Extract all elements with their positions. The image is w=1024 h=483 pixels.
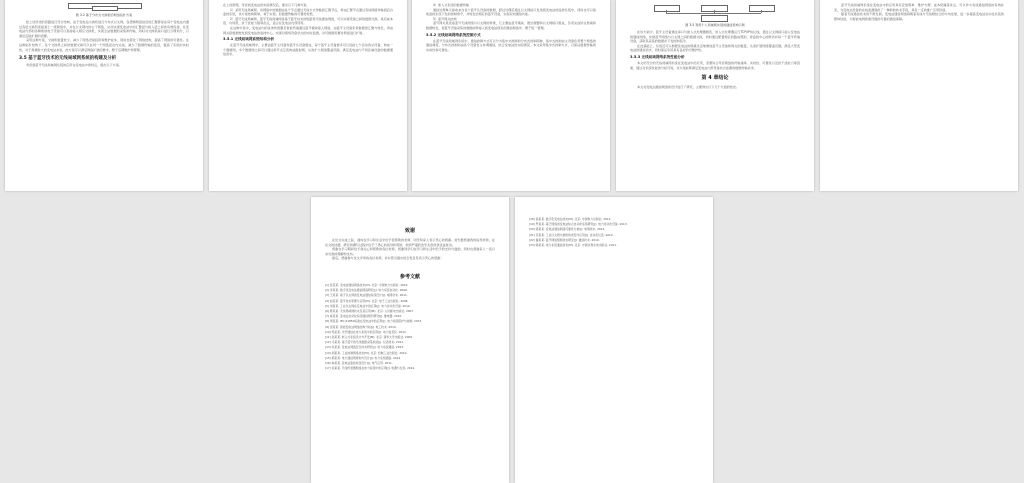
reference-item: [23] 韩某某. 电力系统通信技术[M]. 北京: 中国水利水电出版社, 2011.	[529, 243, 617, 248]
reference-item: [21] 宋某某. 工业以太网交换机的选型与应用[J]. 自动化仪表, 2012.	[529, 232, 614, 237]
reference-item: [2] 李某某. 数字化变电站通信网络研究[J]. 电力系统自动化, 2009.	[325, 288, 408, 293]
reference-item: [3] 王某某. 基于以太网的变电站通信系统设计[J]. 电网技术, 2011.	[325, 293, 408, 298]
reference-item: [9] 吴某某. 智能变电站网络结构分析[J]. 电工技术, 2014.	[325, 324, 397, 329]
reference-item: [8] 周某某. IEC 61850标准在变电站中的应用[J]. 电力系统保护与控制, 2013.	[325, 319, 423, 324]
reference-item: [1] 张某某. 变电站通信网络技术[M]. 北京: 中国电力出版社, 2010.	[325, 282, 409, 287]
figure-caption: 图 3.2 基于分布式交换机的网络拓扑方案	[75, 13, 133, 17]
document-page-1	[5, 0, 203, 191]
reference-item: [16] 林某某. 变电站监控系统设计[J]. 电气应用, 2011.	[325, 361, 393, 366]
reference-item: [18] 高某某. 数字化变电站技术[M]. 北京: 中国电力出版社, 2012.	[529, 217, 612, 221]
topology-figure	[45, 3, 164, 11]
body-paragraph: 1）采用无线局域网，该网络中的数据由各个节点通过无线方式传输到汇聚节点，再由汇聚节点通过有线网络传输到后台监控系统，该方案结构简单，易于实现，但数据传输的可靠性较低。	[223, 7, 393, 17]
body-paragraph: 通信处理单元接收来自各个蓝牙从设备的数据，经过处理后通过以太网接口发送到变电站的监控系统中，同时也可以接收监控系统下发的控制命令，并转发给相应的蓝牙设备，实现双向通信功能。	[426, 7, 596, 17]
reference-item: [19] 罗某某. 基于网络的变电站综合自动化系统研究[J]. 电力自动化设备, 2013.	[529, 222, 628, 227]
body-paragraph: 随着无线通信技术的不断发展，变电站通信网络将朝着有线与无线相结合的方向发展，进一步提高变电站自动化系统的整体性能，为智能电网的建设提供可靠的通信保障。	[834, 12, 1004, 21]
body-paragraph: 在这种方案中，变电站内的各类传感器及智能终端通过蓝牙模块接入网络，由蓝牙主设备负责数据的汇聚与转发，再由网关将数据转发到变电站的监控中心，实现对现场设备状态的实时监测，并可根据需要对网络进行扩展。	[223, 25, 393, 35]
body-paragraph: 在该方案中，蓝牙主设备通过串口与嵌入式处理器相连，嵌入式处理器运行TCP/IP协议栈，通过以太网接口接入变电站的通信网络，实现蓝牙网络与以太网之间的数据交换，同时通过配置相应的路由规则，使监控中心能够访问每一个蓝牙终端设备，获取其采集的数据并下发控制指令。	[630, 30, 800, 44]
acknowledgement-title: 致谢	[404, 228, 415, 234]
subsection-heading: 3.5.2 无线局域网络系统控制方式	[426, 32, 481, 37]
body-paragraph: 在蓝牙无线局域网系统中，通信控制方式可以分为集中式控制和分布式控制两种，集中式控制由主设备负责整个网络的通信调度，分布式控制则由各个设备自主协调通信，结合变电站的实际情况，本文采用集中式控制方式，以保证数据传输的实时性和可靠性。	[426, 38, 596, 52]
reference-item: [4] 赵某某. 蓝牙技术原理与应用[M]. 北京: 电子工业出版社, 2008.	[325, 298, 409, 303]
document-page-6	[311, 197, 509, 483]
subsection-heading: 3.5.1 无线局域网系统结构分析	[223, 37, 275, 42]
body-paragraph: 2）蓝牙无线局域网，蓝牙无线局域网是基于蓝牙技术的短距离无线通信网络，可以实现设备之间的数据交换，具有成本低、功耗低、抗干扰能力强等优点，适合在变电站内部使用。	[223, 16, 393, 26]
reference-item: [10] 郑某某. 光纤通信在电力系统中的应用[J]. 电力信息化, 2012.	[325, 329, 407, 334]
figure-caption: 图 3.5 利用个人局域网实现的通信架构示例	[685, 23, 745, 27]
body-paragraph: 感谢在学习期间给予我关心和帮助的各位老师，感谢同学们在学习和生活中给予的支持与鼓励，同时也感谢家人一直以来对我的理解和支持。	[325, 247, 495, 256]
body-paragraph: 本文所设计的无线局域网系统在变电站中的应用，需要综合考虑网络的传输速率、实时性、可靠性以及抗干扰能力等因素，通过对系统性能的分析可知，该方案能够满足变电站内部设备状态监测的数据传输需求。	[630, 60, 800, 70]
reference-item: [12] 马某某. 基于蓝牙的无线数据采集系统[J]. 仪表技术, 2011.	[325, 340, 404, 345]
body-paragraph: 考虑到蓝牙无线局域网系统的应用在变电站中的特点，提出以下方案。	[26, 63, 122, 68]
subsection-heading: 3.5.3 无线局域网络系统性能分析	[630, 54, 685, 59]
document-page-2	[209, 0, 407, 191]
body-paragraph: 在论文完成之际，谨向在学习和生活中给予我帮助的老师、同学和家人表示衷心的感谢。首先要感谢我的指导老师，在论文的选题、研究和撰写过程中给予了悉心的指导和帮助，老师严谨的治学态度使我受益匪浅。	[325, 238, 495, 247]
body-paragraph: 按上述所述的思路进行设计结构，由于变电站交换机进行分布式以太网，各逻辑网络信息的汇聚都是在每个变电站内通过各层交换机连接到上一级网络中，并在以太网内的主干网络，从而实现变电站中的汇聚层与接入层之间的有效连接，在变电站内部的各种智能电子设备可以直接接入相应交换机，实现全站数据的采集和传输，同时对交换机端口进行合理划分，以满足后续扩展的需要。	[19, 20, 189, 38]
document-page-3	[412, 0, 610, 191]
document-page-7	[515, 197, 713, 483]
document-page-4	[616, 0, 814, 191]
reference-item: [22] 谢某某. 蓝牙网络组网技术研究[J]. 通信技术, 2010.	[529, 237, 600, 242]
body-paragraph: 最后，感谢参与论文评审的各位老师，并对您们提出的宝贵意见表示衷心的感谢！	[332, 256, 444, 261]
body-paragraph: 在上述原理，考虑到变电站的实际情况后，提出以下几种方案。	[223, 3, 310, 7]
body-paragraph: 5）蓝牙网关结构	[433, 16, 457, 21]
reference-item: [20] 梁某某. 变电站通信网络可靠性分析[J]. 电网技术, 2014.	[529, 227, 606, 232]
reference-item: [14] 胡某某. 工业控制网络技术[M]. 北京: 机械工业出版社, 2010.	[325, 350, 408, 355]
section-heading: 3.5 基于蓝牙技术的无线局域网系统的构建及分析	[19, 56, 117, 62]
reference-item: [7] 杨某某. 变电站自动化系统通信规约研究[J]. 继电器, 2010.	[325, 314, 403, 319]
reference-item: [13] 朱某某. 变电站网络安全技术研究[J]. 电力系统通信, 2013.	[325, 345, 404, 350]
reference-item: [17] 何某某. 无线传感器网络在电力系统中的应用[J]. 电测与仪表, 2014.	[325, 366, 416, 371]
architecture-figure	[647, 3, 783, 21]
reference-item: [5] 刘某某. 工业以太网在变电站中的应用[J]. 电力自动化设备, 2012.	[325, 303, 411, 308]
reference-item: [11] 孙某某. 嵌入式系统设计与开发[M]. 北京: 清华大学出版社, 2009.	[325, 335, 413, 339]
body-paragraph: 在此基础上，系统还可以根据变电站的规模灵活地增加蓝牙主设备和网关的数量，从而扩展网络覆盖范围，满足大型变电站的通信需求，同时保证系统具有良好的可维护性。	[630, 43, 800, 53]
references-title: 参考文献	[399, 273, 420, 280]
reference-item: [15] 郭某某. 电力通信网规划与设计[J]. 电力系统通信, 2012.	[325, 355, 402, 360]
chapter-heading: 第 4 章结论	[701, 75, 729, 82]
body-paragraph: 采用这种方案，交换机数量较少，减少了网络设备投资和维护成本，同时也简化了网络结构，提高了网络的可靠性。在这种拓扑结构下，各个交换机之间的数据交换可以在同一个网络层次内完成，减少了数据传输的延迟，提高了系统的实时性。对于规模较大的变电站来说，此方案可以满足网络扩展的要求，便于后期维护和管理。	[19, 38, 189, 52]
body-paragraph: 在蓝牙无线局域网中，主要由蓝牙主设备和蓝牙从设备组成，每个蓝牙主设备最多可以连接七个活动的从设备，构成一个微微网，多个微微网之间可以通过桥节点互连构成散射网，从而扩大网络覆盖范围，满足变电站内不同区域设备的数据通信需求。	[223, 43, 393, 57]
body-paragraph: 本文对变电站通信网络的设计进行了研究，主要得出以下几个方面的结论。	[637, 85, 740, 90]
body-paragraph: 蓝牙无线局域网系统在变电站中的应用具有安装简单、维护方便、成本低廉等优点，可以作为有线通信网络的有效补充，为变电站设备的在线监测提供了一种新的技术手段，具有一定的推广应用价值。	[834, 3, 1004, 12]
document-page-5	[820, 0, 1018, 191]
reference-item: [6] 陈某某. 无线局域网技术及其应用[M]. 北京: 人民邮电出版社, 2007.	[325, 308, 414, 313]
body-paragraph: 4）嵌入式系统的数据传输	[433, 3, 469, 7]
body-paragraph: 蓝牙网关是连接蓝牙无线网络与以太网的桥梁，它主要由蓝牙模块、微处理器和以太网接口组成，负责完成协议转换和数据转发，使蓝牙设备采集的数据能够接入到变电站现有的通信网络中，便于统一管理。	[426, 21, 596, 30]
